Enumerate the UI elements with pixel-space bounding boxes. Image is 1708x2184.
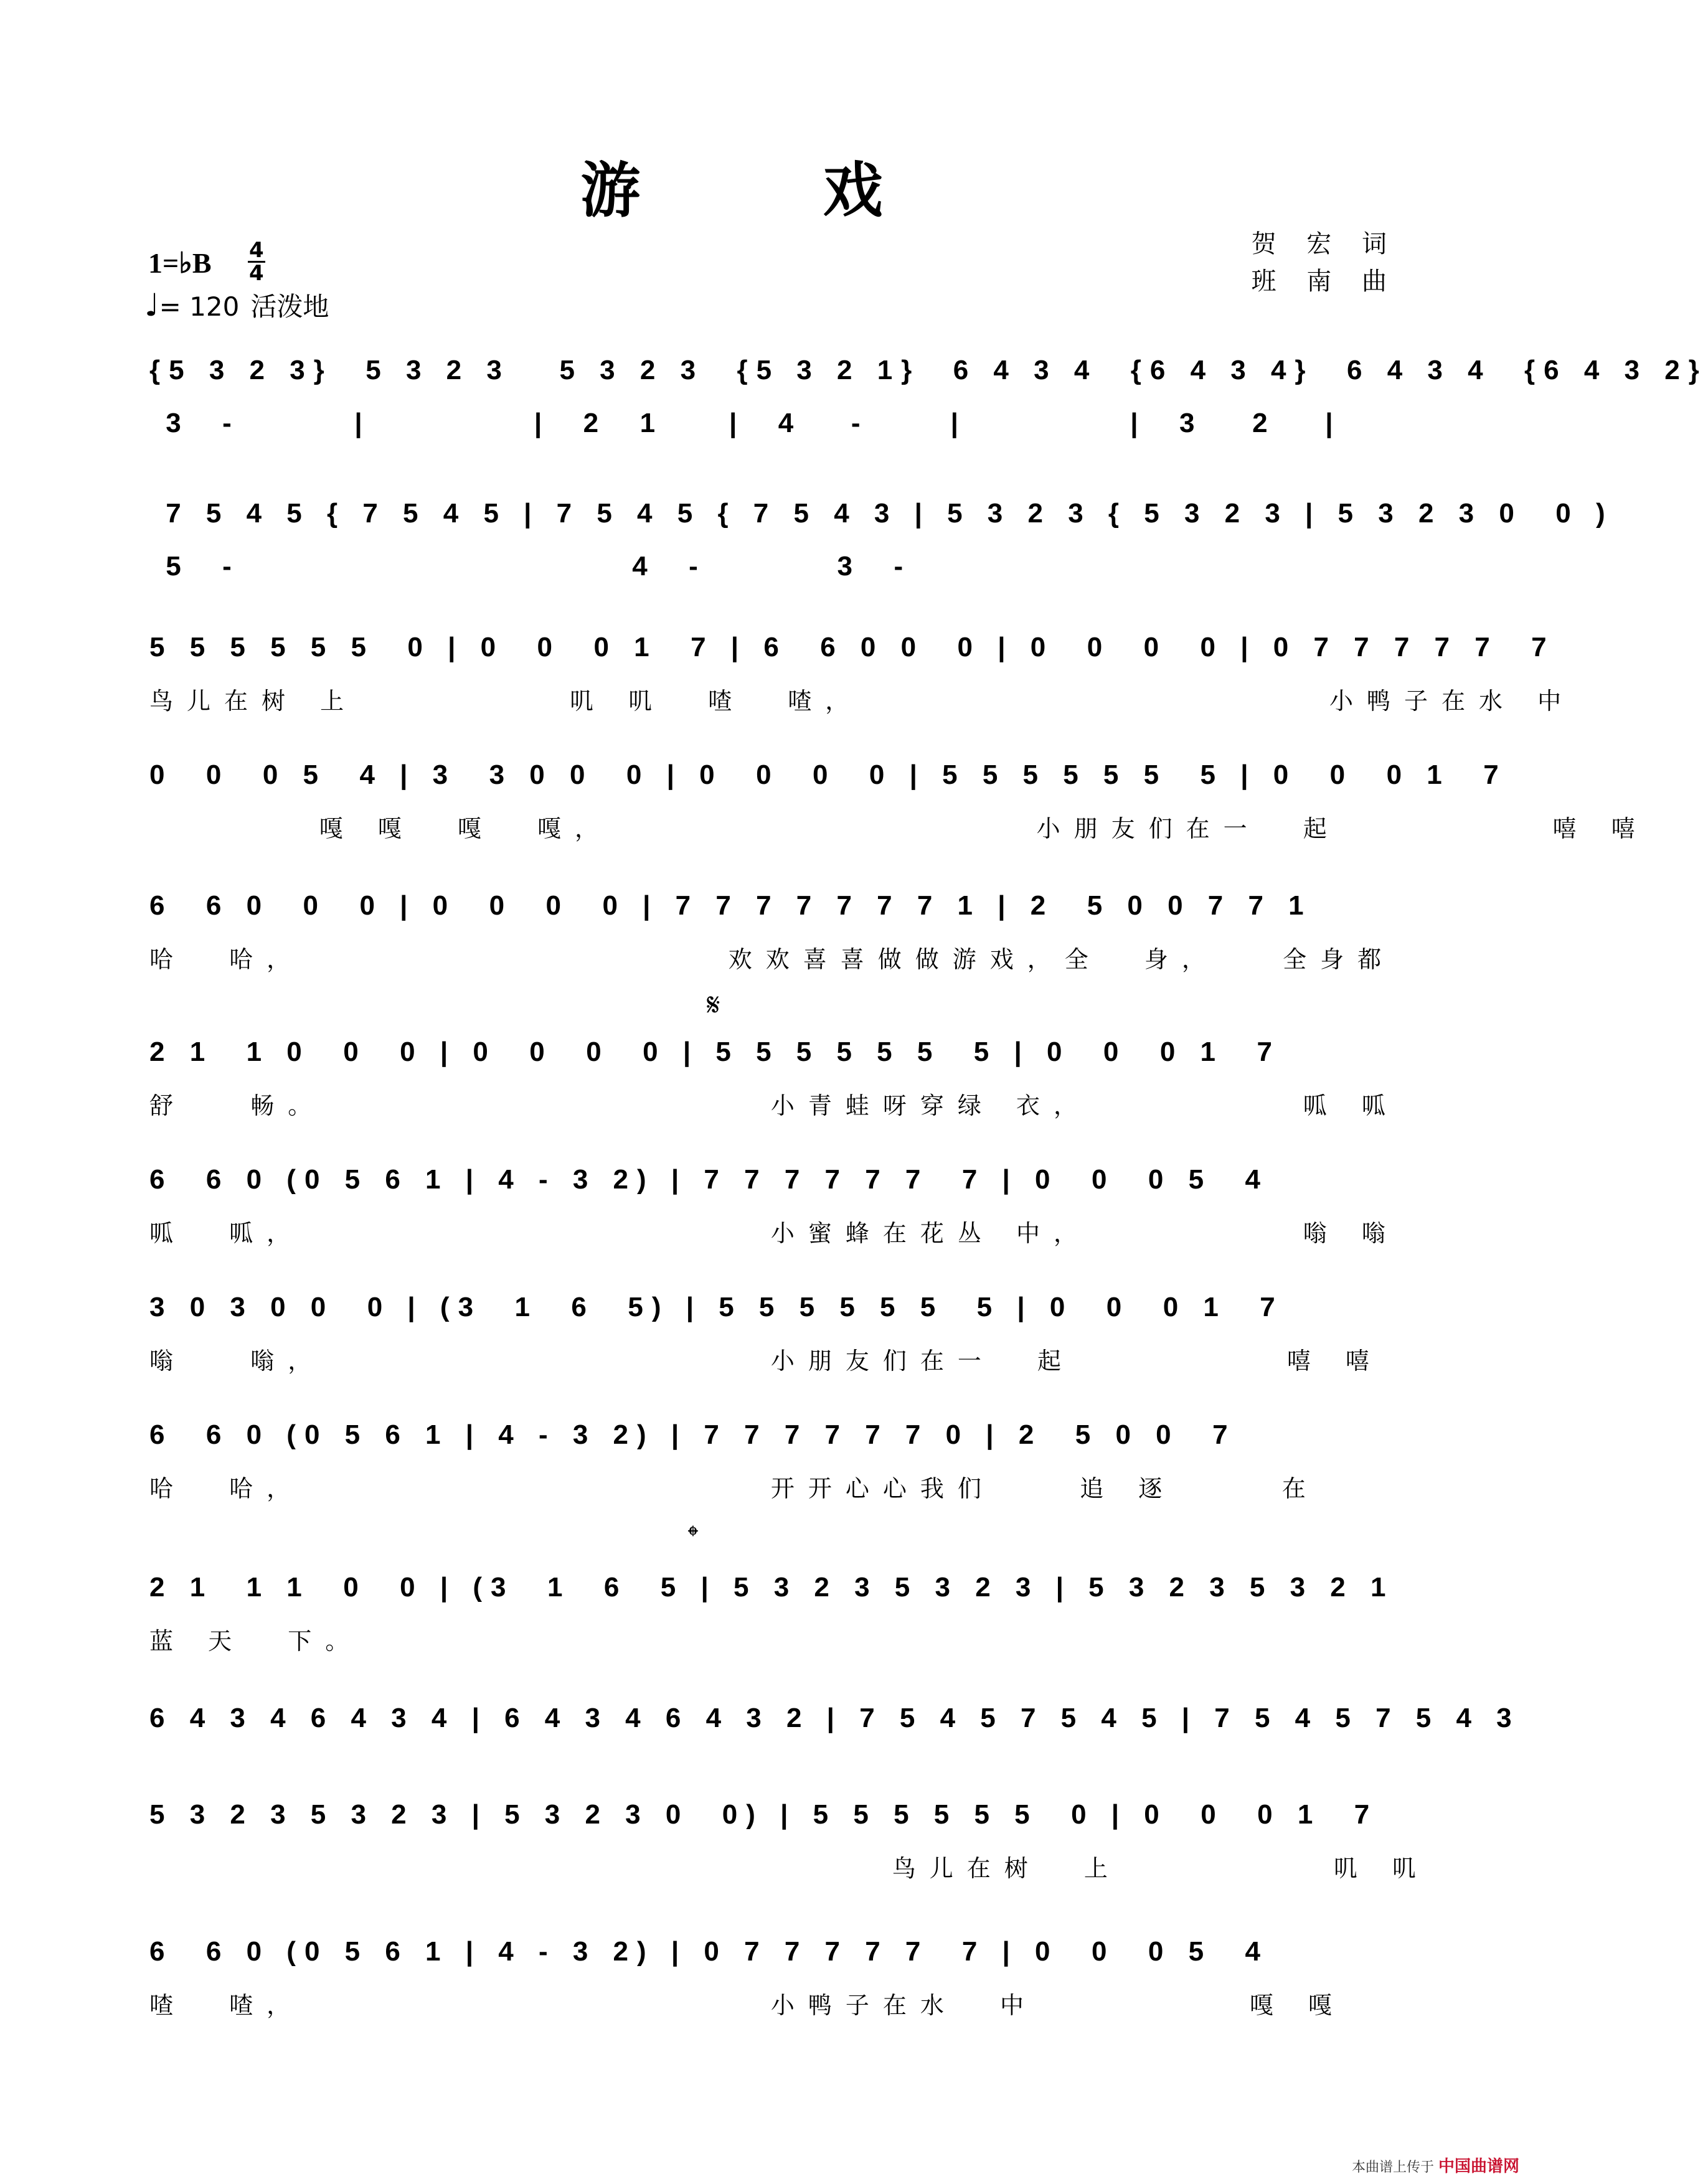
notes-line: 0 0 0 5 4 | 3 3 0 0 0 | 0 0 0 0 | 5 5 5 5 5 5 5 | 0 0 0 1 7 xyxy=(149,760,1507,790)
site-logo[interactable]: 中国曲谱网 xyxy=(1438,2157,1519,2176)
notes-line: 2 1 1 0 0 0 | 0 0 0 0 | 5 5 5 5 5 5 5 | 0 0 0 1 7 xyxy=(149,1037,1281,1067)
system-9 xyxy=(0,1419,1544,1532)
upload-text: 本曲谱上传于 xyxy=(1351,2160,1434,2175)
notes-line: 5 5 5 5 5 5 0 | 0 0 0 1 7 | 6 6 0 0 0 | 0 0 0 0 | 0 7 7 7 7 7 7 xyxy=(149,632,1555,662)
lyrics-line: 喳 喳， 小鸭子在水 中 嘎 嘎 xyxy=(149,1992,1346,2019)
segno-icon: 𝄋 xyxy=(707,987,720,1023)
coda-icon: 𝄌 xyxy=(688,1519,698,1553)
lyrics-line: 鸟儿在树 上 叽 叽 xyxy=(149,1855,1430,1882)
notes-line: 6 6 0 (0 5 6 1 | 4 - 3 2) | 0 7 7 7 7 7 7 | 0 0 0 5 4 xyxy=(149,1936,1269,1967)
notes-line: 2 1 1 1 0 0 | (3 1 6 5 | 5 3 2 3 5 3 2 3 | 5 3 2 3 5 3 2 1 xyxy=(149,1572,1395,1603)
system-7 xyxy=(0,1164,1544,1276)
system-5 xyxy=(0,890,1544,1002)
lyrics-line: 哈 哈， 开开心心我们 追 逐 在 xyxy=(149,1475,1319,1502)
tempo-value: = 120 xyxy=(159,291,240,322)
system-4 xyxy=(0,760,1649,872)
footer xyxy=(1352,2153,1519,2177)
lyrics-line: 嘎 嘎 嘎 嘎， 小朋友们在一 起 嘻 嘻 xyxy=(149,815,1649,842)
lyricist-credit: 贺 宏 词 xyxy=(1251,230,1398,258)
system-11 xyxy=(0,1703,1544,1815)
lyrics-line: 哈 哈， 欢欢喜喜做做游戏，全 身， 全身都 xyxy=(149,946,1395,973)
notes-line: 5 3 2 3 5 3 2 3 | 5 3 2 3 0 0) | 5 5 5 5 5 5 0 | 0 0 0 1 7 xyxy=(149,1799,1379,1830)
time-signature-top: 4 xyxy=(249,238,264,263)
notes-line: 6 6 0 (0 5 6 1 | 4 - 3 2) | 7 7 7 7 7 7 0 | 2 5 0 0 7 xyxy=(149,1419,1237,1450)
notes-line: 7 5 4 5 { 7 5 4 5 | 7 5 4 5 { 7 5 4 3 | 5 3 2 3 { 5 3 2 3 | 5 3 2 3 0 0 ) xyxy=(149,498,1614,529)
system-10 xyxy=(0,1572,1544,1684)
system-1 xyxy=(0,349,1708,461)
time-signature-bottom: 4 xyxy=(249,261,264,286)
lyrics-line: 呱 呱， 小蜜蜂在花丛 中， 嗡 嗡 xyxy=(149,1220,1399,1247)
notes-line: 3 0 3 0 0 0 | (3 1 6 5) | 5 5 5 5 5 5 5 | 0 0 0 1 7 xyxy=(149,1292,1284,1322)
system-2 xyxy=(0,492,1614,604)
notes-line: {5 3 2 3} 5 3 2 3 5 3 2 3 {5 3 2 1} 6 4 3 4 {6 4 3 4} 6 4 3 4 {6 4 3 2} xyxy=(149,355,1708,385)
system-3 xyxy=(0,632,1575,744)
expression-marking: 活泼地 xyxy=(250,291,329,322)
notes-line: 6 6 0 0 0 | 0 0 0 0 | 7 7 7 7 7 7 7 1 | 2 5 0 0 7 7 1 xyxy=(149,890,1313,921)
lyrics-line: 蓝 天 下。 xyxy=(149,1627,363,1655)
system-8 xyxy=(0,1292,1544,1404)
composer-credit: 班 南 曲 xyxy=(1251,267,1398,296)
lyrics-line: 鸟儿在树 上 叽 叽 喳 喳， 小鸭子在水 中 xyxy=(149,687,1575,715)
lyrics-line: 舒 畅。 小青蛙呀穿绿 衣， 呱 呱 xyxy=(149,1092,1399,1119)
notes-line: 6 4 3 4 6 4 3 4 | 6 4 3 4 6 4 3 2 | 7 5 4 5 7 5 4 5 | 7 5 4 5 7 5 4 3 xyxy=(149,1703,1521,1733)
lyrics-line: 嗡 嗡， 小朋友们在一 起 嘻 嘻 xyxy=(149,1347,1383,1375)
system-6 xyxy=(0,1037,1544,1149)
system-12 xyxy=(0,1799,1544,1911)
system-13 xyxy=(0,1936,1544,2048)
key-signature: 1=♭B xyxy=(148,247,212,279)
notes-line-lower: 3 - | | 2 1 | 4 - | | 3 2 | xyxy=(149,408,1342,438)
notes-line: 6 6 0 (0 5 6 1 | 4 - 3 2) | 7 7 7 7 7 7 7 | 0 0 0 5 4 xyxy=(149,1164,1269,1195)
page-title: 游 戏 xyxy=(580,156,964,225)
notes-line-lower: 5 - 4 - 3 - xyxy=(149,551,912,581)
quarter-note-icon: ♩ xyxy=(144,287,159,323)
